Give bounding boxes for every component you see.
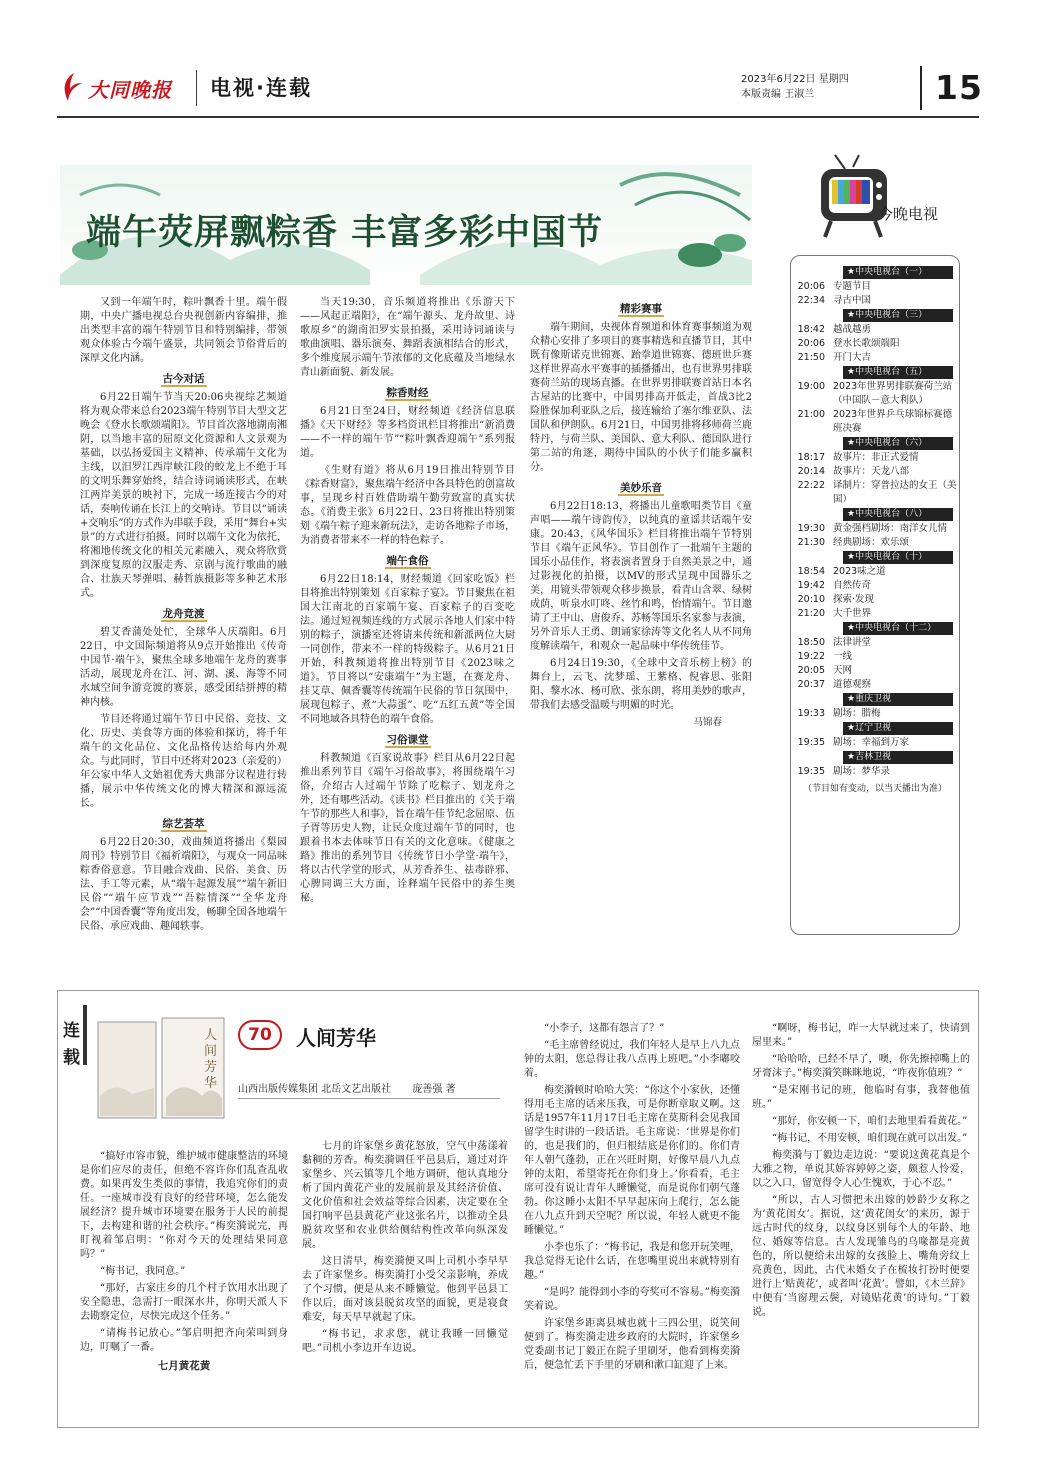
subhead-2	[80, 607, 287, 621]
book-cover-image	[92, 1018, 228, 1120]
tv-program-name: 越战越勇	[833, 324, 872, 335]
paragraph: “啊呀，梅书记，咋一大早就过来了，快请到屋里来。”	[752, 1023, 970, 1048]
tv-channel-header: ★中央电视台（十二）	[843, 622, 953, 635]
tv-program-row	[791, 607, 959, 621]
tv-program-name: 法律讲堂	[833, 637, 872, 648]
subhead-8	[530, 481, 752, 495]
tv-program-time: 19:35	[797, 737, 825, 748]
serial-label: 连载	[63, 1021, 80, 1068]
chapter-number-badge: 70	[238, 1020, 282, 1050]
paragraph: 端午期间，央视体育频道和体育赛事频道为观众精心安排了多项目的赛事精选和直播节目，其中既有像斯诺克世锦赛、跆拳道世锦赛、德班世乒赛这样世界高水平赛事的插播播出，也有世界男排联赛荷兰站的现场直播。在世界男排联赛首站日本名古屋站的比赛中，中国男排高开低走，首战3比2险胜保加利亚队之后，接连输给了塞尔维亚队、法国队和伊朗队。6月21日，中国男排将移师荷兰鹿特丹，与荷兰队、美国队、意大利队、德国队进行第二站的角逐，期待中国队的小伙子们能多赢积分。	[530, 322, 752, 473]
tv-program-name: 故事片：非正式爱情	[833, 452, 919, 463]
tv-schedule-list	[791, 256, 959, 779]
tv-schedule-box	[790, 255, 960, 935]
subhead-2-text: 龙舟竞渡	[162, 608, 205, 620]
tv-program-name: 经典剧场：欢乐颂	[833, 537, 910, 548]
paragraph: “请梅书记放心。”邹启明把齐向荣叫到身边，叮嘱了一番。	[80, 1328, 288, 1353]
tv-channel-header: ★重庆卫视	[843, 693, 953, 706]
tv-program-name: 故事片：天龙八部	[833, 466, 910, 477]
tv-note: （节目如有变动，以当天播出为准）	[802, 784, 947, 794]
tv-program-time: 20:05	[797, 665, 825, 676]
paragraph: “那好，你安顿一下，咱们去地里看看黄花。”	[772, 1116, 968, 1127]
tv-program-name: 大千世界	[833, 608, 872, 619]
header-divider	[196, 70, 197, 106]
paragraph: 碧艾香蒲处处忙，全球华人庆端阳。6月22日，中文国际频道将从9点开始推出《传奇中国节·端午》，聚焦全球多地端午龙舟的赛事活动，展现龙舟在江、河、湖、溪、海等不同水域空间争游竞渡的赛景，感受团结拼搏的精神内核。	[80, 627, 287, 708]
paragraph: 6月22日端午节当天20:06央视综艺频道将为观众带来总台2023端午特别节目大型文艺晚会《登水长歌颂端阳》。节目首次落地湖南湘阴，以当地丰富的屈原文化资源和人文景观为基础，以弘扬爱国主义精神、传承端午文化为主线，以汨罗江西岸峡江段的蛟龙上不绝于耳的文明乐舞穿始终，结合诗词诵读形式，在峡江两岸美景的映衬下，完成一场连接古今的对话，奏响传诵在长江上的交响诗。节目以“诵读+交响乐”的方式作为串联手段，采用“舞台+实景”的方式进行拍摄。同时以端午文化为依托，将湘地传统文化的相关元素融入，观众将欣赏到深度复原的汉服走秀、京剧与流行歌曲的融合、壮族天琴弹唱、赫哲族摄影等多种艺术形式。	[80, 392, 287, 599]
paragraph: “所以，古人习惯把未出嫁的妙龄少女称之为‘黄花闺女’。据说，这‘黄花闺女’的来历，源于远古时代的纹身，以纹身区别每个人的年龄、地位、婚嫁等信息。古人发现雏鸟的乌喙都是亮黄色的，所以便给未出嫁的女孩脸上、嘴角旁纹上亮黄色，因此，古代未婚女子在梳妆打扮时便要进行上‘贴黄花’，或者叫‘花黄’。譬如，《木兰辞》中便有‘当窗理云鬓，对镜贴花黄’的诗句。”丁毅说。	[752, 1195, 970, 1318]
section-title: 电视·连载	[210, 76, 312, 100]
serial-publisher-line	[238, 1080, 456, 1095]
tv-program-name: 剧场：幸福到万家	[833, 737, 910, 748]
tv-program-time: 21:20	[797, 608, 825, 619]
paragraph: 许家堡乡距离县城也就十三四公里，说笑间便到了。梅奕漪走进乡政府的大院时，许家堡乡党委副书记丁毅正在院子里刷牙，他看到梅奕漪后，便急忙丢下手里的牙刷和漱口缸迎了上来。	[524, 1318, 740, 1371]
page-editor: 本版责编 王淑兰	[741, 89, 815, 100]
tv-program-time: 19:42	[797, 580, 825, 591]
serial-title-rule	[238, 1098, 500, 1099]
paragraph: “梅书记，求求您，就让我睡一回懒觉吧。”司机小李边开车边说。	[302, 1329, 508, 1354]
tv-program-row	[791, 593, 959, 607]
paragraph: 科教频道《百家说故事》栏目从6月22日起推出系列节目《端午习俗故事》，将围绕端午习俗，介绍古人过端午节除了吃粽子、划龙舟之外，还有哪些活动。《读书》栏目推出的《关于端午节的那些人和事》，旨在端午佳节纪念屈原、伍子胥等历史人物，让民众度过端午节的同时，也跟着书本去体味节日有关的文化意味。《健康之路》推出的系列节目《传统节日小学堂·端午》，将以古代学堂的形式，从芳香养生、祛毒辟邪、心脾同调三大方面，诠释端午民俗中的养生奥秘。	[300, 753, 515, 904]
tv-program-row	[791, 736, 959, 750]
paragraph: “小李子，这都有怨言了？”	[544, 1023, 665, 1034]
tv-program-name: 道德观察	[833, 679, 872, 690]
logo-emblem-icon	[60, 71, 86, 105]
logo-text: 大同晚报	[88, 77, 172, 102]
subhead-3-text: 综艺荟萃	[162, 818, 205, 830]
serial-publisher: 山西出版传媒集团 北岳文艺出版社	[238, 1084, 392, 1095]
tv-program-name: 黄金强档剧场：南洋女儿情	[833, 523, 948, 534]
paragraph: 当天19:30，音乐频道将推出《乐游天下——风起正端阳》，在“端午源头、龙舟故里、诗歌原乡”的湖南汨罗实景拍摄，采用诗词诵读与歌曲演唱、器乐演奏、舞蹈表演相结合的形式，多个维度展示端午节浓郁的文化底蕴及当地绿水青山新面貌、新发展。	[300, 297, 515, 378]
newspaper-logo	[60, 68, 190, 108]
tv-program-time: 19:30	[797, 523, 825, 534]
serial-author: 庞善强 著	[412, 1084, 456, 1095]
tv-program-row	[791, 479, 959, 507]
tv-program-time: 20:37	[797, 679, 825, 690]
paragraph: 七月的许家堡乡黄花怒放，空气中荡漾着黏稠的芳香。梅奕漪调任平邑县后，通过对许家堡乡、兴云镇等几个地方调研，他认真地分析了国内黄花产业的发展前景及其经济价值、文化价值和社会效益等综合因素，决定要在全国打响平邑县黄花产业这张名片，以推动全县脱贫攻坚和农业供给侧结构性改革向纵深发展。	[302, 1141, 508, 1250]
book-cover-title: 人间芳华	[204, 1028, 218, 1091]
subhead-7	[530, 302, 752, 316]
paragraph: “毛主席曾经说过，我们年轻人是早上八九点钟的太阳，您总得让我八点再上班吧。”小李嘟咬着。	[524, 1040, 740, 1079]
subhead-6	[300, 733, 515, 747]
tv-program-time: 18:50	[797, 637, 825, 648]
tv-program-time: 18:17	[797, 452, 825, 463]
paragraph: 《生财有道》将从6月19日推出特别节目《粽香财富》，聚焦端午经济中各具特色的创富故事，呈现乡村百姓借助端午勤劳致富的真实状态。《消费主张》6月22日、23日将推出特别策划《端午粽子迎来新玩法》，走访各地粽子市场，为消费者带来不一样的特色粽子。	[300, 465, 515, 546]
tv-program-row	[791, 636, 959, 650]
tv-program-row	[791, 351, 959, 365]
serial-column-3	[524, 1022, 740, 1422]
tv-program-row	[791, 465, 959, 479]
headline-banner	[60, 165, 752, 285]
tv-channel-header: ★中央电视台（十）	[843, 551, 953, 564]
tv-program-row	[791, 650, 959, 664]
page-number: 15	[935, 68, 983, 107]
tv-program-row	[791, 323, 959, 337]
article-byline: 马锦春	[693, 717, 722, 728]
tv-program-row	[791, 380, 959, 408]
paragraph: 小李也乐了：“梅书记，我是和您开玩笑哩，我总觉得无论什么话，在您嘴里说出来就特别有趣。”	[524, 1242, 740, 1281]
issue-date: 2023年6月22日 星期四	[741, 74, 849, 85]
tv-program-row	[791, 664, 959, 678]
tv-channel-header: ★辽宁卫视	[843, 722, 953, 735]
paragraph: 节目还将通过端午节日中民俗、竞技、文化、历史、美食等方面的体验和探访，将千年端午的文化品位、文化品格传达给每内外观众。与此同时，节目中还将对2023（亲爱的）年公家中华人文始祖优秀大典部分议程进行转播，展示中华传统文化的博大精深和源远流长。	[80, 714, 287, 809]
tv-program-time: 18:42	[797, 324, 825, 335]
tv-program-name: 自然传奇	[833, 580, 872, 591]
paragraph: “搞好市容市貌，维护城市健康整洁的环境是你们应尽的责任，但绝不容许你们乱查乱收费。如果再发生类似的事情，我追究你们的责任。一座城市没有良好的经营环境，怎么能发展经济？提升城市环境要在服务于人民的前提下，去构建和谐的社会秩序。”梅奕漪说完，再盯视着邹启明：“你对今天的处理结果同意吗？”	[80, 1151, 288, 1260]
tv-program-row	[791, 678, 959, 692]
tv-program-time: 20:06	[797, 281, 825, 292]
tv-program-time: 22:34	[797, 295, 825, 306]
tv-program-row	[791, 294, 959, 308]
serial-column-1	[80, 1150, 288, 1422]
paragraph: “是吗？能得到小李的夸奖可不容易。”梅奕漪笑着说。	[524, 1287, 740, 1312]
tv-program-time: 18:54	[797, 566, 825, 577]
header-rule	[57, 116, 979, 118]
serial-column-2	[302, 1140, 508, 1422]
paragraph: 这日清早，梅奕漪便又叫上司机小李早早去了许家堡乡。梅奕漪打小受父亲影响，养成了个习惯，便是从来不睡懒觉。他到平邑县工作以后，面对该县脱贫攻坚的面貌，更是寝食难安，每天早早就起了床。	[302, 1256, 508, 1323]
tv-program-name: 专题节目	[833, 281, 872, 292]
serial-title: 人间芳华	[296, 1026, 376, 1050]
subhead-5	[300, 554, 515, 568]
tv-program-name: 译制片：穿普拉达的女王（美国）	[833, 480, 957, 505]
paragraph: 6月22日20:30，戏曲频道将播出《梨园周刊》特别节目《福祈端阳》，与观众一同品味粽香俗意意。节目融合戏曲、民俗、美食、历法、手工等元素，从“端午起源发展”“端午新旧民俗”“端午应节戏”“吾粽情深”“全华龙舟会”“中国香囊”等角度出发，畅聊全国各地端午民俗、承应戏曲、趣闻轶事。	[80, 837, 287, 932]
subhead-4-text: 粽香财经	[386, 387, 429, 399]
tv-program-time: 19:22	[797, 651, 825, 662]
subhead-1-text: 古今对话	[162, 373, 205, 385]
tv-program-row	[791, 337, 959, 351]
tv-channel-header: ★中央电视台（六）	[843, 437, 953, 450]
tv-program-time: 19:35	[797, 766, 825, 777]
tv-program-name: 开门大吉	[833, 352, 872, 363]
paragraph: 6月22日18:13，将播出儿童歌唱类节目《童声唱——端午诗韵传》，以纯真的童谣共话端午安康。20:43，《风华国乐》栏目将推出端午节特别节目《端午正风华》。节目创作了一批端午主题的国乐小品佳作，将表演者置身于自然美景之中，通过影视化的拍摄，以MV的形式呈现中国器乐之美，用镜头带领观众移步换景，看青山含翠、绿树成荫，听泉水叮咚、丝竹和鸣，怡情端午。节目邀请了王中山、唐俊乔、苏畅等国乐名家参与表演，另外音乐人王勇、朗诵家徐涛等文化名人从不同角度解读端午，和观众一起品味中华传统佳节。	[530, 501, 752, 652]
tv-program-name: 剧场：腊梅	[833, 708, 881, 719]
tv-program-time: 21:30	[797, 537, 825, 548]
headline: 端午荧屏飘粽香 丰富多彩中国节	[86, 212, 604, 253]
tv-program-row	[791, 765, 959, 779]
tv-program-name: 剧场：梦华录	[833, 766, 891, 777]
article-column-3	[530, 296, 752, 926]
tv-program-time: 19:00	[797, 381, 825, 392]
subhead-4	[300, 386, 515, 400]
tv-set-icon	[815, 155, 895, 240]
tv-channel-header: ★中央电视台（一）	[843, 266, 953, 279]
paragraph: “梅书记，我同意。”	[100, 1266, 186, 1277]
tv-program-row	[791, 451, 959, 465]
tv-program-row	[791, 280, 959, 294]
tv-channel-header: ★中央电视台（八）	[843, 508, 953, 521]
paragraph: “那好，古家庄乡的几个村子饮用水出现了安全隐患，急需打一眼深水井，你明天派人下去勘察定位，尽快完成这个任务。”	[80, 1283, 288, 1322]
paragraph: “是宋刚书记的班，他临时有事，我替他值班。”	[752, 1085, 970, 1110]
paragraph: 6月22日18:14，财经频道《回家吃饭》栏目将推出特别策划《百家粽子宴》。节目聚焦在祖国大江南北的百家端午宴、百家粽子的百变吃法。通过短视频连线的方式展示各地人们家中特别的粽子，演播室还将请来传统和新派两位大厨一同创作，带来不一样的特级粽子。从6月21日开始，科教频道将推出特别节目《2023味之道》。节目将以“安康端午”为主题，在赛龙舟、挂艾草、佩香囊等传统端午民俗的节日氛围中，展现包粽子、煮“大蒜蛋”、吃“五红五黄”等全国不同地域各具特色的端午食俗。	[300, 574, 515, 725]
tv-program-time: 20:14	[797, 466, 825, 477]
tv-program-time: 21:00	[797, 409, 825, 420]
page-number-divider	[920, 66, 922, 110]
paragraph: 6月21日至24日，财经频道《经济信息联播》《天下财经》等多档资讯栏目将推出“新消费——不一样的端午节”“粽叶飘香迎端午”系列报道。	[300, 406, 515, 459]
subhead-6-text: 习俗课堂	[386, 734, 429, 746]
tv-program-time: 21:50	[797, 352, 825, 363]
tv-program-name: 2023味之道	[833, 566, 886, 577]
paragraph: “哈哈哈，已经不早了，噢，你先擦掉嘴上的牙膏沫子。”梅奕漪笑眯眯地说，“咋夜你值班？”	[752, 1054, 970, 1079]
tv-program-name: 2023年世界男排联赛荷兰站（中国队－意大利队）	[833, 381, 953, 406]
tv-program-name: 一线	[833, 651, 853, 662]
subhead-7-text: 精彩赛事	[620, 303, 662, 315]
tv-program-row	[791, 707, 959, 721]
paragraph: 6月24日19:30，《全球中文音乐榜上榜》的舞台上，云飞、沈梦瑶、王紫格、倪睿思、张阳阳、黎水冰、杨可欣、张东朗，将用美妙的歌声，带我们去感受温暖与明媚的时光。	[530, 658, 752, 711]
subhead-8-text: 美妙乐音	[620, 482, 662, 494]
article-column-2	[300, 296, 515, 926]
tv-program-time: 22:22	[797, 480, 825, 491]
paragraph: 梅奕漪与丁毅边走边说：“要说这黄花真是个大雅之物，单说其娇容婷婷之姿，颇惹人怜爱，以之入口，留宽得令人心生愧欢，于心不忍。”	[752, 1150, 970, 1189]
tv-program-name: 寻古中国	[833, 295, 872, 306]
tv-program-name: 登水长歌颂端阳	[833, 338, 900, 349]
tv-program-name: 2023年世界乒乓球锦标赛德班决赛	[833, 409, 953, 434]
tv-program-row	[791, 565, 959, 579]
tv-program-time: 20:10	[797, 594, 825, 605]
tv-program-name: 天网	[833, 665, 853, 676]
tv-channel-header: ★中央电视台（三）	[843, 309, 953, 322]
tv-program-row	[791, 522, 959, 536]
tv-program-row	[791, 579, 959, 593]
paragraph: 梅奕漪顿时哈哈大笑：“你这个小家伙，还懂得用毛主席的话来压我，可是你断章取义啊。这话是1957年11月17日毛主席在莫斯科会见我国留学生时讲的一段话语。毛主席说：‘世界是你们的，也是我们的，但归根结底是你们的。你们青年人朝气蓬勃，正在兴旺时期，好像早晨八九点钟的太阳，希望寄托在你们身上。’你看看，毛主席可没有说让青年人睡懒觉，而是说你们朝气蓬勃。你这睡小太阳不早早起床向上爬行，怎么能在八九点升到天空呢？所以说，年轻人就更不能睡懒觉。”	[524, 1085, 740, 1236]
subhead-3	[80, 817, 287, 831]
issue-info	[741, 72, 849, 102]
tv-program-name: 探索·发现	[833, 594, 875, 605]
article-column-1	[80, 296, 287, 932]
subhead-1	[80, 372, 287, 386]
serial-subhead	[80, 1359, 288, 1373]
subhead-5-text: 端午食俗	[386, 555, 429, 567]
paragraph: “梅书记，不用安顿，咱们现在就可以出发。”	[772, 1133, 968, 1144]
intro-paragraph: 又到一年端午时，粽叶飘香十里。端午假期，中央广播电视总台央视创新内容编排，推出类型丰富的端午特别节目和特别编排，带领观众体验古今端午盛景，共同领会节俗背后的深厚文化内涵。	[80, 297, 287, 364]
tv-heading: 今晚电视	[878, 205, 939, 223]
serial-subhead-text: 七月黄花黄	[157, 1360, 211, 1372]
tv-program-row	[791, 536, 959, 550]
tv-program-row	[791, 408, 959, 436]
serial-column-4	[752, 1022, 970, 1422]
tv-program-time: 19:33	[797, 708, 825, 719]
tv-channel-header: ★中央电视台（五）	[843, 366, 953, 379]
tv-program-time: 20:06	[797, 338, 825, 349]
tv-channel-header: ★吉林卫视	[843, 751, 953, 764]
